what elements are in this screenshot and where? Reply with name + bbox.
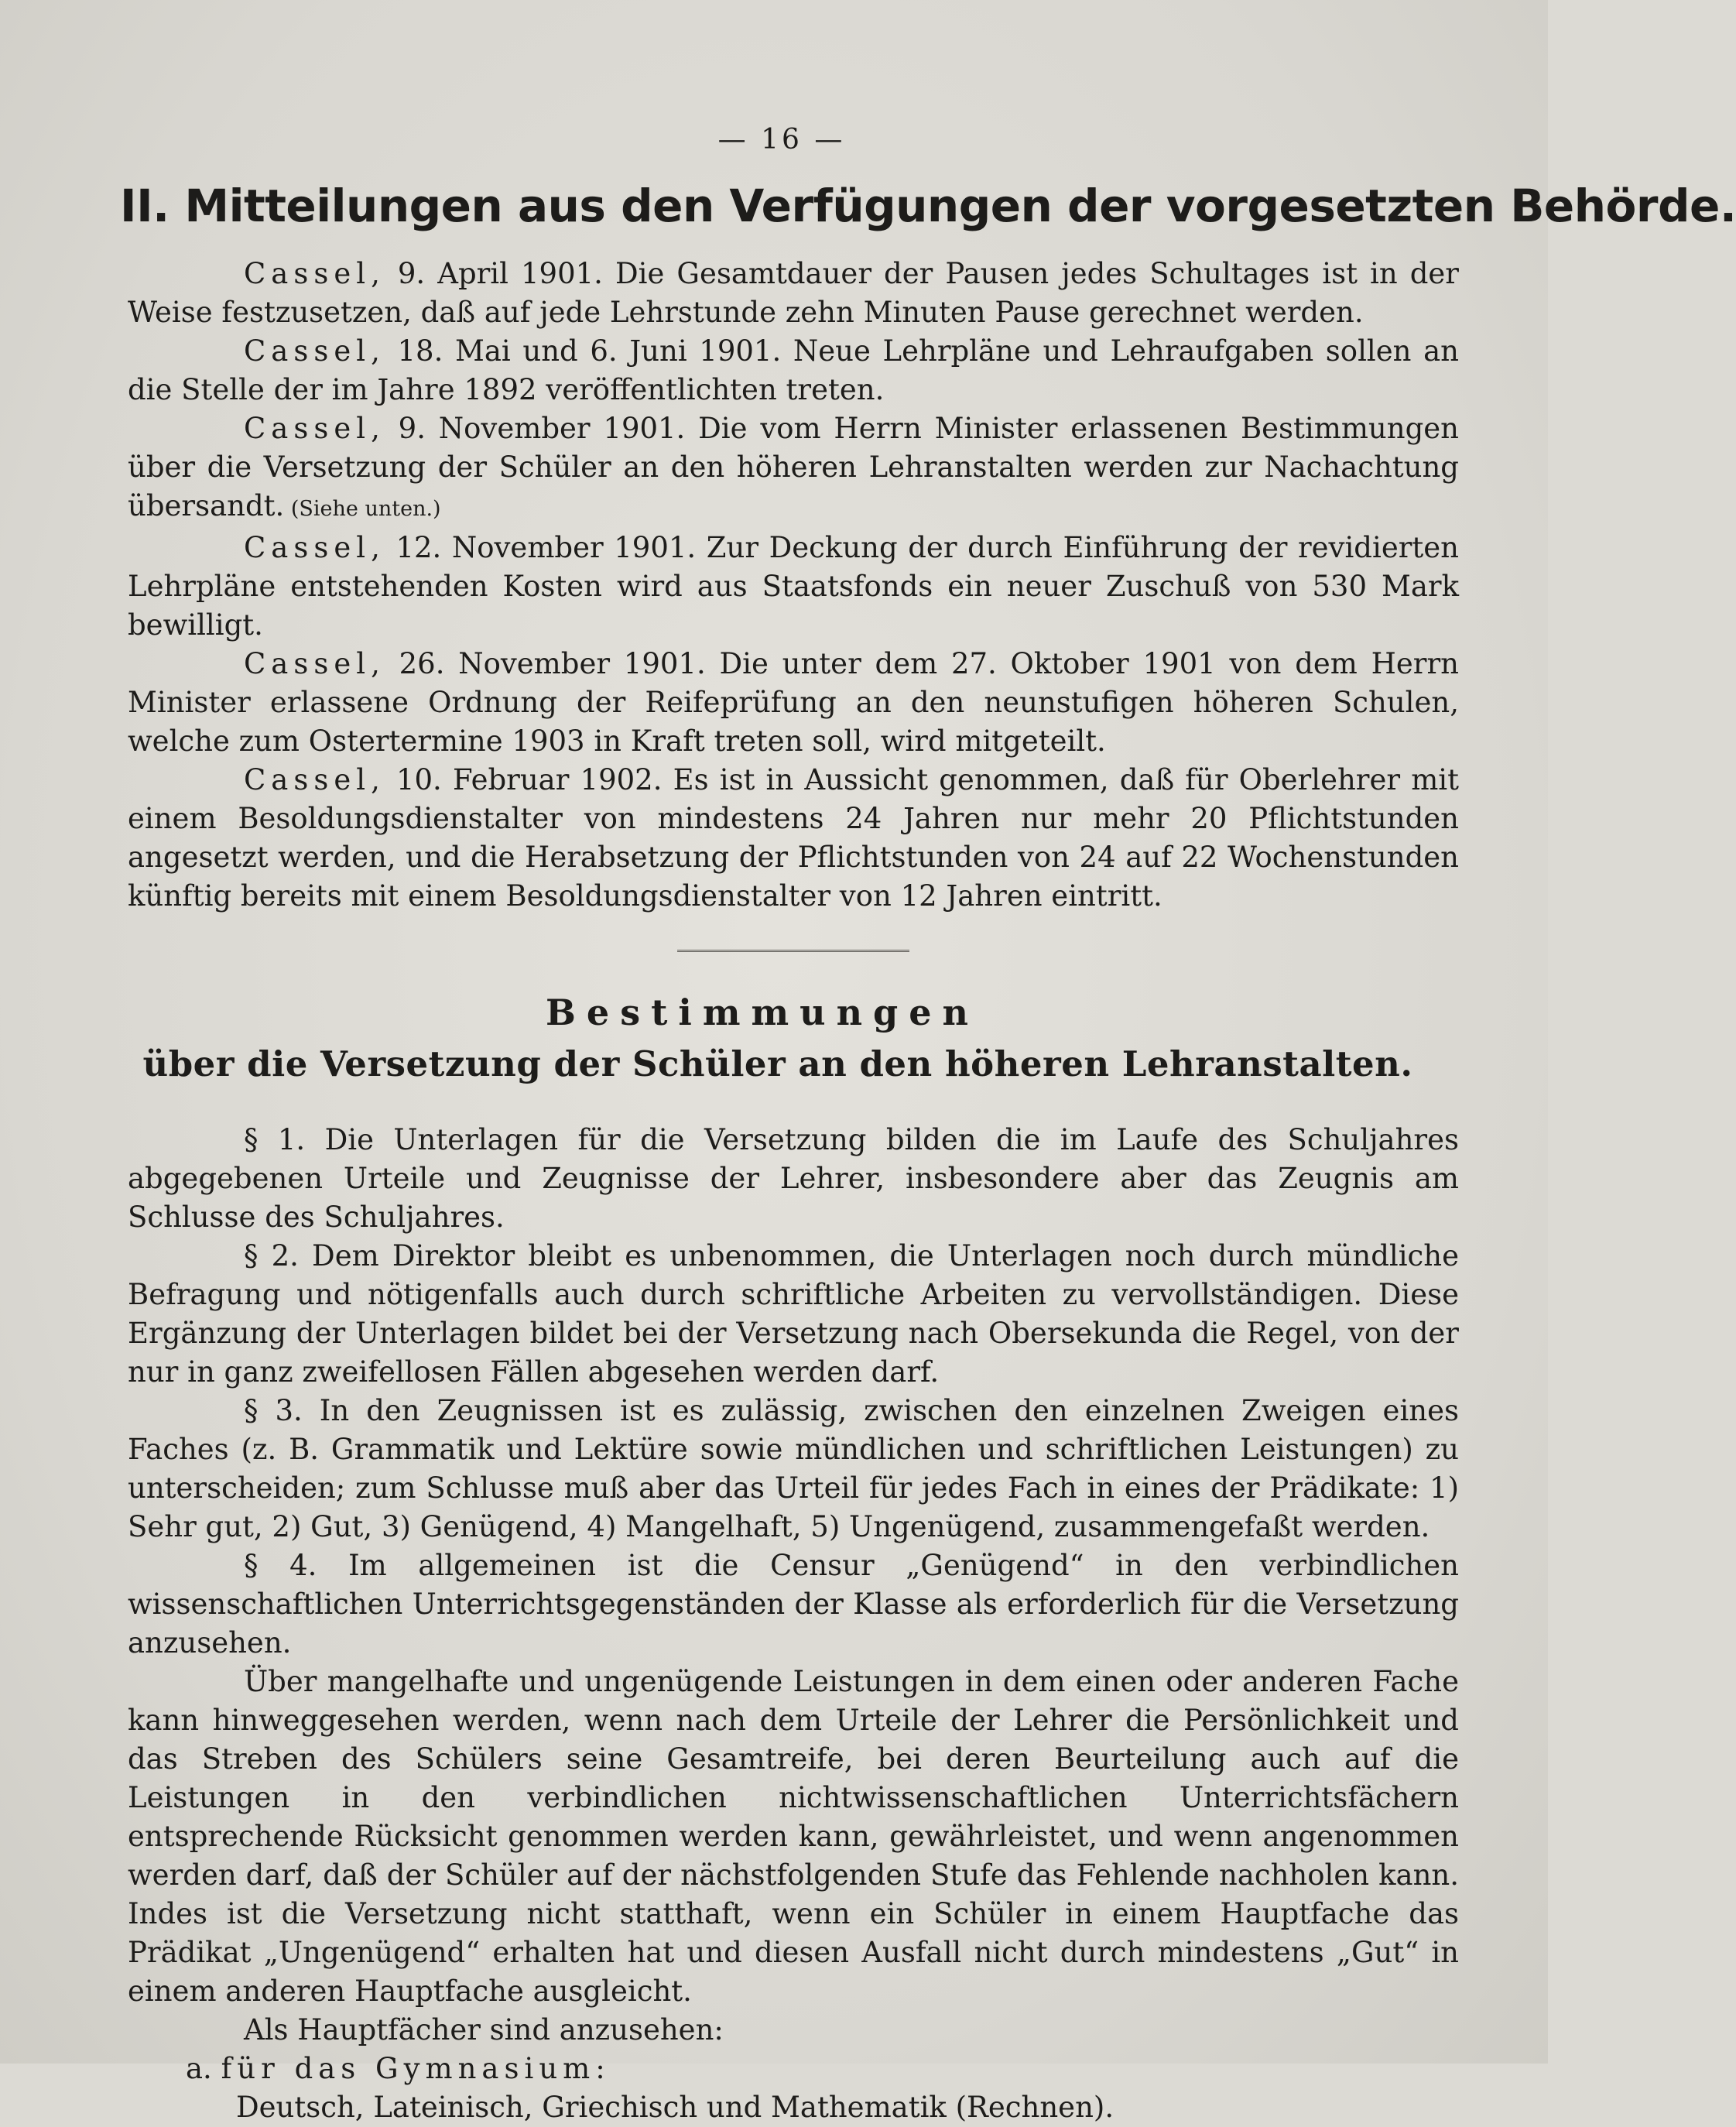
decree-text: 9. April 1901. Die Gesamtdauer der Pausen jedes Schultages ist in der Weise festzusetzen, daß auf jede Lehrstunde zehn Minuten Pause gerechnet werden.: [128, 256, 1459, 329]
decree-place: Cassel,: [244, 646, 385, 680]
double-rule-divider: [677, 950, 909, 955]
page-content: [120, 124, 1736, 2127]
paragraph-5: Über mangelhafte und ungenügende Leistungen in dem einen oder anderen Fache kann hinweggesehen werden, wenn nach dem Urteile der Lehrer die Persönlichkeit und das Streben des Schülers seine Gesamtreife, bei deren Beurteilung auch auf die Leistungen in den verbindlichen nichtwissenschaftlichen Unterrichtsfächern entsprechende Rücksicht genommen werden kann, gewährleistet, und wenn angenommen werden darf, daß der Schüler auf der nächstfolgenden Stufe das Fehlende nachholen kann. Indes ist die Versetzung nicht statthaft, wenn ein Schüler in einem Hauptfache das Prädikat „Ungenügend“ erhalten hat und diesen Ausfall nicht durch mindestens „Gut“ in einem anderen Hauptfache ausgleicht.: [128, 1664, 1459, 2008]
decree-entry: [128, 529, 1459, 645]
list-subjects: Deutsch, Lateinisch, Griechisch und Mathematik (Rechnen).: [236, 2090, 1115, 2124]
decree-place: Cassel,: [244, 530, 385, 564]
paragraph-1: § 1. Die Unterlagen für die Versetzung bilden die im Laufe des Schuljahres abgegebenen Urteile und Zeugnisse der Lehrer, insbesondere aber das Zeugnis am Schlusse des Schuljahres.: [128, 1122, 1459, 1234]
list-marker: a.: [186, 2051, 212, 2085]
decree-text: 12. November 1901. Zur Deckung der durch Einführung der revidierten Lehrpläne entstehenden Kosten wird aus Staatsfonds ein neuer Zuschuß von 530 Mark bewilligt.: [128, 530, 1459, 642]
decree-place: Cassel,: [244, 256, 385, 290]
decree-place: Cassel,: [244, 411, 385, 445]
decree-entry: [128, 409, 1459, 529]
regulations-title: Bestimmungen: [546, 991, 979, 1033]
list-item-gymnasium: [186, 2050, 1459, 2088]
decree-text: 26. November 1901. Die unter dem 27. Oktober 1901 von dem Herrn Minister erlassene Ordnung der Reifeprüfung an den neunstufigen höheren Schulen, welche zum Ostertermine 1903 in Kraft treten soll, wird mitgeteilt.: [128, 646, 1459, 758]
regulations-subtitle: über die Versetzung der Schüler an den höheren Lehranstalten.: [142, 1043, 1413, 1084]
page-number: — 16 —: [717, 124, 846, 156]
decree-place: Cassel,: [244, 334, 385, 368]
decree-place: Cassel,: [244, 762, 385, 796]
regulations-body: [128, 1121, 1459, 2127]
decree-entry: [128, 332, 1459, 409]
paragraph-6: Als Hauptfächer sind anzusehen:: [244, 2012, 724, 2047]
decree-text: 18. Mai und 6. Juni 1901. Neue Lehrpläne und Lehraufgaben sollen an die Stelle der im Jahre 1892 veröffentlichten treten.: [128, 334, 1459, 406]
decree-entry: [128, 761, 1459, 916]
decree-text: 9. November 1901. Die vom Herrn Minister erlassenen Bestimmungen über die Versetzung der Schüler an den höheren Lehranstalten werden zur Nachachtung übersandt.: [128, 411, 1459, 522]
decree-text: 10. Februar 1902. Es ist in Aussicht genommen, daß für Oberlehrer mit einem Besoldungsdienstalter von mindestens 24 Jahren nur mehr 20 Pflichtstunden angesetzt werden, und die Herabsetzung der Pflichtstunden von 24 auf 22 Wochenstunden künftig bereits mit einem Besoldungsdienstalter von 12 Jahren eintritt.: [128, 762, 1459, 913]
list-label: für das Gymnasium:: [221, 2051, 611, 2085]
decree-entry: [128, 645, 1459, 761]
section-heading: II. Mitteilungen aus den Verfügungen der vorgesetzten Behörde.: [120, 180, 1736, 232]
paragraph-3: § 3. In den Zeugnissen ist es zulässig, zwischen den einzelnen Zweigen eines Faches (z. B. Grammatik und Lektüre sowie mündlichen und schriftlichen Leistungen) zu unterscheiden; zum Schlusse muß aber das Urteil für jedes Fach in eines der Prädikate: 1) Sehr gut, 2) Gut, 3) Genügend, 4) Mangelhaft, 5) Ungenügend, zusammengefaßt werden.: [128, 1393, 1459, 1543]
paragraph-2: § 2. Dem Direktor bleibt es unbenommen, die Unterlagen noch durch mündliche Befragung und nötigenfalls auch durch schriftliche Arbeiten zu vervollständigen. Diese Ergänzung der Unterlagen bildet bei der Versetzung nach Obersekunda die Regel, von der nur in ganz zweifellosen Fällen abgesehen werden darf.: [128, 1238, 1459, 1389]
decree-list: [128, 255, 1459, 916]
paragraph-4: § 4. Im allgemeinen ist die Censur „Genügend“ in den verbindlichen wissenschaftlichen Unterrichtsgegenständen der Klasse als erforderlich für die Versetzung anzusehen.: [128, 1548, 1459, 1659]
decree-entry: [128, 255, 1459, 332]
decree-note: (Siehe unten.): [284, 496, 441, 521]
